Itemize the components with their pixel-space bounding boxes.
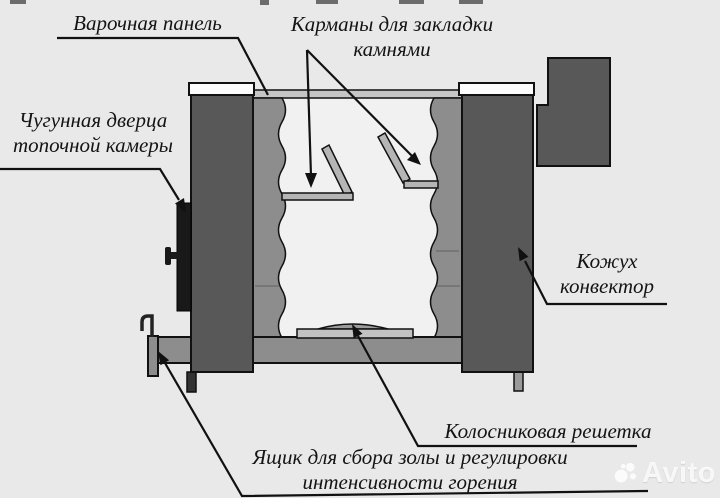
convector-shell-left bbox=[191, 95, 253, 372]
avito-watermark-text: Avito bbox=[642, 456, 716, 489]
chimney-outlet bbox=[537, 58, 610, 166]
cooking-panel-strip bbox=[253, 90, 462, 98]
door-handle bbox=[170, 252, 178, 259]
avito-watermark bbox=[612, 453, 716, 493]
shell-top-cap-right bbox=[459, 83, 534, 95]
label-cast-iron-door bbox=[0, 108, 186, 158]
label-cooking-panel-text: Варочная панель bbox=[73, 11, 222, 35]
label-convector-casing-line2: конвектор bbox=[559, 274, 655, 298]
label-stone-pockets-line2: камнями bbox=[353, 37, 431, 61]
ash-box-handle bbox=[142, 316, 152, 337]
label-cast-iron-door-line2: топочной камеры bbox=[12, 133, 174, 157]
label-ash-box-line2: интенсивности горения bbox=[302, 470, 518, 494]
leader-door bbox=[0, 169, 179, 200]
stove-leg-left bbox=[187, 372, 196, 392]
stove-leg-right bbox=[514, 372, 523, 391]
label-grate bbox=[424, 419, 672, 444]
ash-box-front-plate bbox=[148, 336, 158, 376]
label-convector-casing bbox=[548, 249, 666, 299]
cropped-text-artifacts bbox=[10, 0, 483, 5]
label-convector-casing-line1: Кожух bbox=[576, 249, 638, 273]
avito-logo-icon bbox=[612, 454, 640, 492]
door-handle-knob bbox=[165, 247, 171, 265]
label-cooking-panel bbox=[57, 11, 238, 36]
stone-pocket-left-bottom-plate bbox=[282, 193, 353, 200]
label-cast-iron-door-line1: Чугунная дверца bbox=[18, 108, 168, 132]
label-ash-box-line1: Ящик для сбора золы и регулировки bbox=[252, 445, 568, 469]
stone-pocket-right-bottom-plate bbox=[404, 181, 438, 188]
label-stone-pockets bbox=[276, 12, 508, 62]
convector-shell-right bbox=[462, 95, 533, 372]
label-grate-text: Колосниковая решетка bbox=[444, 419, 652, 443]
label-ash-box bbox=[228, 445, 592, 495]
shell-top-cap-left bbox=[189, 83, 254, 95]
firebox-door bbox=[177, 203, 191, 311]
label-stone-pockets-line1: Карманы для закладки bbox=[290, 12, 494, 36]
